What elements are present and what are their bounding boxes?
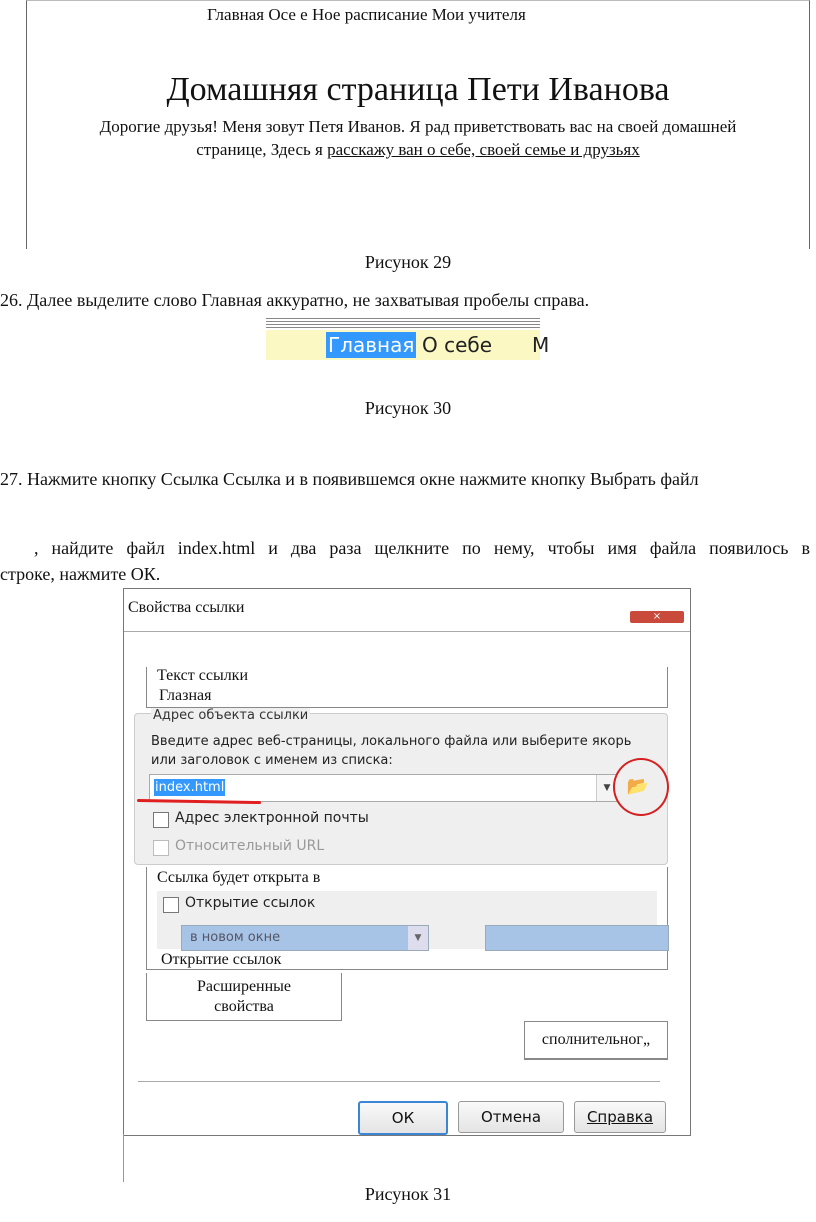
chevron-down-icon[interactable]: ▼: [408, 926, 428, 950]
link-text-section: [146, 667, 668, 708]
open-links-group: [157, 891, 657, 949]
nav-word-about: О себе: [422, 333, 493, 357]
figure-30-nav-snippet: [266, 316, 550, 360]
snippet-nav-bar: [266, 330, 550, 360]
cancel-button[interactable]: Отмена: [458, 1101, 564, 1133]
open-target-value: в новом окне: [190, 930, 281, 945]
figure-29-homepage: [26, 0, 810, 249]
titlebar-divider: [124, 631, 690, 632]
address-combobox[interactable]: [149, 774, 617, 802]
open-target-select[interactable]: [181, 925, 429, 951]
open-links-label: Открытие ссылок: [185, 895, 316, 911]
target-label: Ссылка будет открыта в: [157, 869, 321, 886]
link-properties-dialog: [123, 588, 691, 1136]
link-text-label: Текст ссылки: [157, 667, 249, 684]
address-group: [134, 708, 668, 865]
email-checkbox-label: Адрес электронной почты: [175, 810, 369, 826]
address-input-value[interactable]: index.html: [155, 780, 225, 795]
caption-figure-31: Рисунок 31: [364, 1184, 452, 1204]
advanced-line-2: свойства: [214, 998, 274, 1015]
frame-name-field[interactable]: [485, 925, 669, 951]
greeting-line-1: Дорогие друзья! Меня зовут Петя Иванов. Я рад приветствовать вас на своей домашней: [99, 117, 737, 136]
homepage-nav: Главная Осе е Ное расписание Мои учителя: [207, 5, 526, 24]
relative-url-label: Относительный URL: [175, 838, 325, 854]
greeting-line-2a: странице, Здесь я: [196, 140, 328, 159]
step-27-line-2: , найдите файл index.html и два раза щелкните по нему, чтобы имя файла появилось в: [34, 538, 810, 558]
address-legend: Адрес объекта ссылки: [153, 708, 309, 723]
snippet-rule-lines: [266, 316, 540, 328]
homepage-title: Домашняя страница Пети Иванова: [166, 71, 670, 108]
address-description: Введите адрес веб-страницы, локального файла или выберите якорь или заголовок с именем из списка:: [151, 734, 632, 768]
ok-button[interactable]: ОК: [358, 1101, 448, 1135]
dialog-edge-line: [123, 1134, 124, 1182]
additional-button[interactable]: сполнительног„: [524, 1021, 668, 1060]
help-button[interactable]: [574, 1101, 666, 1133]
dialog-footer-divider: [138, 1081, 660, 1082]
step-27-line-3: строке, нажмите ОК.: [0, 564, 161, 584]
advanced-line-1: Расширенные: [196, 978, 292, 995]
step-27-line-1: 27. Нажмите кнопку Ссылка Ссылка и в появившемся окне нажмите кнопку Выбрать файл: [0, 469, 699, 489]
selected-word[interactable]: Главная: [328, 333, 415, 357]
folder-open-icon[interactable]: 📂: [626, 776, 650, 797]
email-checkbox[interactable]: [153, 812, 169, 828]
greeting-line-2b: расскажу ван о себе, своей семье и друзьях: [327, 140, 640, 159]
target-section: [146, 867, 668, 970]
help-button-label: Справка: [586, 1108, 654, 1126]
homepage-greeting: [47, 115, 789, 161]
step-26-text: 26. Далее выделите слово Главная аккуратно, не захватывая пробелы справа.: [0, 290, 590, 310]
open-links-caption: Открытие ссылок: [161, 951, 282, 968]
dialog-title: Свойства ссылки: [128, 599, 245, 616]
caption-figure-30: Рисунок 30: [364, 398, 452, 418]
advanced-properties-button[interactable]: [146, 973, 342, 1021]
relative-url-checkbox[interactable]: [153, 840, 169, 856]
nav-word-cut: М: [532, 333, 550, 357]
close-icon[interactable]: ×: [630, 611, 684, 623]
open-links-checkbox[interactable]: [163, 897, 179, 913]
chevron-down-icon[interactable]: ▼: [596, 775, 617, 801]
link-text-input[interactable]: Глазная: [159, 687, 212, 704]
caption-figure-29: Рисунок 29: [364, 252, 452, 272]
